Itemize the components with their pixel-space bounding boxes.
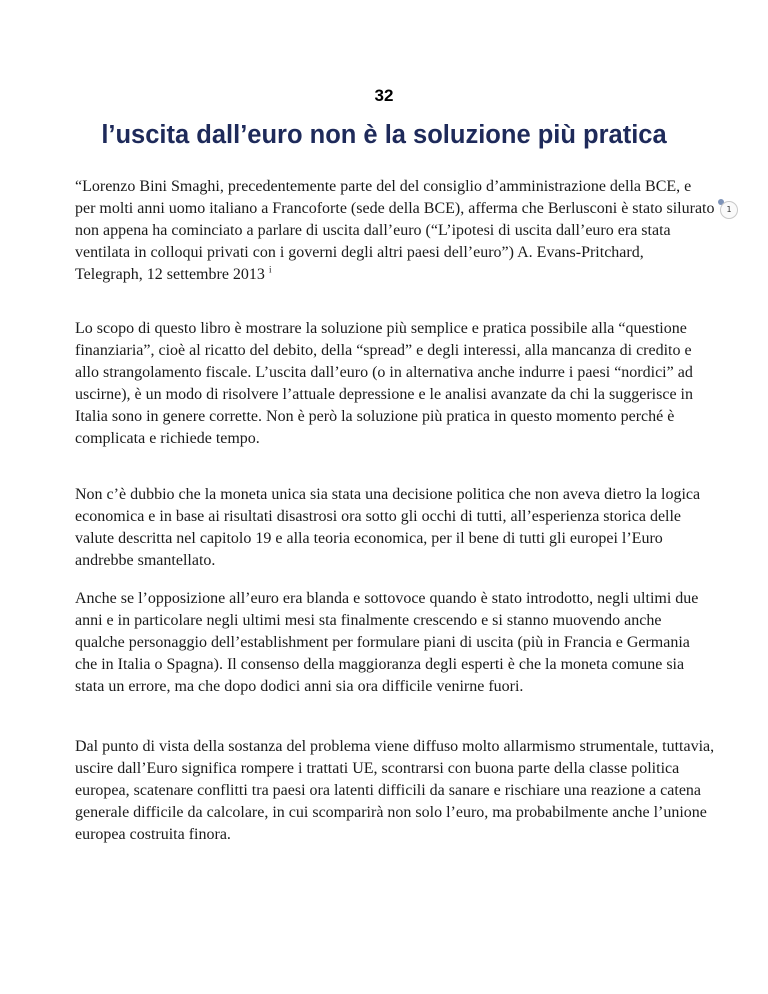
comment-count[interactable]: 1 xyxy=(720,201,738,219)
chapter-title: l’uscita dall’euro non è la soluzione più pratica xyxy=(101,121,667,149)
body-paragraph-1: Lo scopo di questo libro è mostrare la soluzione più semplice e pratica possibile alla “questione finanziaria”, cioè al ricatto del debito, della “spread” e degli interessi, alla mancanza di credito e allo strangolamento fiscale. L’uscita dall’euro (o in alternativa anche indurre i paesi “nordici” ad uscirne), è un modo di risolvere l’attuale depressione e le analisi avanzate da chi la suggerisce in Italia sono in genere corrette. Non è però la soluzione più pratica in questo momento perché è complicata e richiede tempo. xyxy=(75,320,693,447)
chapter-number: 32 xyxy=(374,86,394,105)
body-paragraph-2: Non c’è dubbio che la moneta unica sia stata una decisione politica che non aveva dietro la logica economica e in base ai risultati disastrosi ora sotto gli occhi di tutti, all’esperienza storica delle valute descritta nel capitolo 19 e alla teoria economica, per il bene di tutti gli europei l’Euro andrebbe smantellato. xyxy=(75,486,701,569)
comment-marker[interactable] xyxy=(718,199,740,221)
quote-text: “Lorenzo Bini Smaghi, precedentemente parte del del consiglio d’amministrazione della BCE, e per molti anni uomo italiano a Francoforte (sede della BCE), afferma che Berlusconi è stato silurato non appena ha cominciato a parlare di uscita dall’euro (“L’ipotesi di uscita dall’euro era stata ventilata in colloqui privati con i governi degli altri paesi dell’euro”) A. Evans-Pritchard, Telegraph, 12 settembre 2013 xyxy=(75,178,715,283)
footnote-marker[interactable]: i xyxy=(268,264,272,275)
body-paragraph-4: Dal punto di vista della sostanza del problema viene diffuso molto allarmismo strumentale, tuttavia, uscire dall’Euro significa rompere i trattati UE, scontrarsi con buona parte della classe politica europea, scatenare conflitti tra paesi ora latenti difficili da sanare e rischiare una reazione a catena generale difficile da calcolare, in cui scomparirà non solo l’euro, ma probabilmente anche l’unione europea costruita finora. xyxy=(75,738,715,843)
opening-quote xyxy=(75,176,715,286)
body-paragraph-3: Anche se l’opposizione all’euro era blanda e sottovoce quando è stato introdotto, negli ultimi due anni e in particolare negli ultimi mesi sta finalmente crescendo e si stanno muovendo anche qualche personaggio dell’establishment per formulare piani di uscita (più in Francia e Germania che in Italia o Spagna). Il consenso della maggioranza degli esperti è che la moneta comune sia stata un errore, ma che dopo dodici anni sia ora difficile venirne fuori. xyxy=(75,590,699,695)
